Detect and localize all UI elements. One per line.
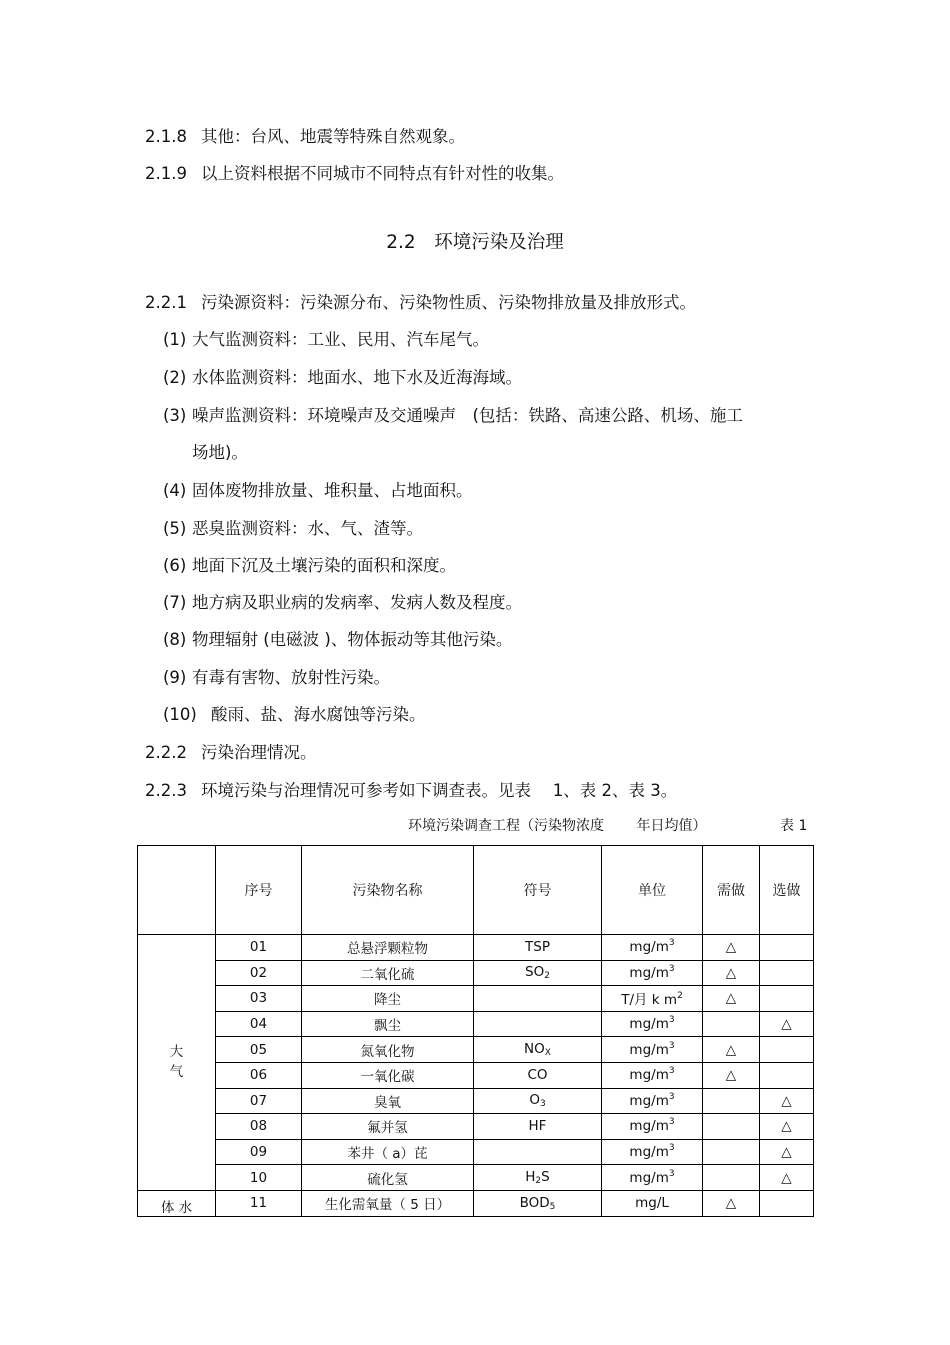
header-cell: 选做: [760, 846, 814, 935]
header-cell: 需做: [703, 846, 760, 935]
paragraph-2-2-2: [145, 742, 317, 764]
list-item: [163, 329, 489, 351]
unit-exponent: 3: [668, 1015, 675, 1026]
pollutant-name: 降尘: [302, 986, 474, 1012]
unit: [602, 1011, 703, 1037]
symbol-subscript: 3: [539, 1099, 546, 1110]
unit-exponent: 3: [668, 1168, 675, 1179]
symbol-subscript: 2: [544, 971, 550, 982]
symbol-subscript: 2: [535, 1176, 542, 1187]
unit-exponent: 3: [668, 938, 675, 949]
optional-mark: △: [760, 1139, 814, 1165]
list-item-text: 恶臭监测资料：水、气、渣等。: [192, 519, 423, 538]
pollutant-name: 氟并氢: [302, 1114, 474, 1140]
list-item: [163, 592, 522, 614]
table-row: [138, 986, 814, 1012]
paragraph-2-2-3: [145, 780, 677, 802]
unit: [602, 1139, 703, 1165]
paragraph-text: 污染治理情况。: [201, 743, 317, 762]
optional-mark: [760, 986, 814, 1012]
required-mark: △: [703, 1190, 760, 1216]
pollutant-symbol: [474, 1114, 602, 1140]
symbol-text: NO: [524, 1041, 545, 1058]
required-mark: [703, 1114, 760, 1140]
pollutant-symbol: [474, 986, 602, 1012]
unit-exponent: 2: [677, 991, 683, 1002]
section-number: 2.1.9: [145, 164, 187, 183]
row-number: 03: [216, 986, 302, 1012]
list-item-text: 水体监测资料：地面水、地下水及近海海域。: [192, 368, 522, 387]
unit-text: mg/m: [629, 1092, 669, 1109]
optional-mark: [760, 935, 814, 961]
symbol-text: H: [525, 1169, 536, 1186]
unit: [602, 960, 703, 986]
paragraph-2-1-8: [145, 126, 465, 148]
list-item: [163, 629, 512, 651]
table-row: [138, 1139, 814, 1165]
table-row: [138, 960, 814, 986]
section-number: 2.2.3: [145, 781, 187, 800]
row-number: 05: [216, 1037, 302, 1063]
section-heading-2-2: [0, 228, 950, 254]
pollutant-name: 生化需氧量（ 5 日）: [302, 1190, 474, 1216]
heading-title: 环境污染及治理: [434, 232, 564, 253]
table-number: 表 1: [780, 818, 808, 834]
group-label-char: 大: [169, 1044, 184, 1061]
row-number: 02: [216, 960, 302, 986]
unit-text: mg/m: [629, 1041, 669, 1058]
pollutant-symbol: [474, 1088, 602, 1114]
list-item: [163, 405, 743, 427]
heading-number: 2.2: [386, 232, 416, 253]
list-item-text: 有毒有害物、放射性污染。: [192, 668, 390, 687]
header-cell: 序号: [216, 846, 302, 935]
list-item-text: 固体废物排放量、堆积量、占地面积。: [192, 481, 473, 500]
optional-mark: [760, 1037, 814, 1063]
table-row: [138, 935, 814, 961]
pollutant-symbol: [474, 1165, 602, 1191]
unit-exponent: 3: [668, 1066, 675, 1077]
unit: [602, 935, 703, 961]
required-mark: [703, 1088, 760, 1114]
row-number: 01: [216, 935, 302, 961]
list-item-number: (6): [163, 556, 187, 575]
table-row: [138, 1062, 814, 1088]
pollutant-name: 臭氧: [302, 1088, 474, 1114]
unit-text: mg/m: [629, 1144, 669, 1161]
list-item-text: 大气监测资料：工业、民用、汽车尾气。: [192, 330, 489, 349]
table-caption: [408, 815, 808, 835]
list-item: [163, 555, 456, 577]
unit-text: mg/m: [629, 1169, 669, 1186]
table-row: [138, 1011, 814, 1037]
pollutant-symbol: [474, 1190, 602, 1216]
table-row: [138, 1037, 814, 1063]
unit-text: T/月 k m: [621, 992, 678, 1009]
optional-mark: △: [760, 1011, 814, 1037]
group-label-air: [138, 935, 216, 1191]
paragraph-text: 环境污染与治理情况可参考如下调查表。见表 1、表 2、表 3。: [201, 781, 678, 800]
list-item-number: (10): [163, 705, 197, 724]
unit: [602, 1190, 703, 1216]
list-item-text: 物理辐射 (电磁波 )、物体振动等其他污染。: [192, 630, 513, 649]
unit-exponent: 3: [668, 1040, 675, 1051]
pollutant-name: 氮氧化物: [302, 1037, 474, 1063]
symbol-text: BOD: [519, 1194, 550, 1211]
section-number: 2.1.8: [145, 127, 187, 146]
header-cell: 污染物名称: [302, 846, 474, 935]
header-cell: 符号: [474, 846, 602, 935]
unit: [602, 1037, 703, 1063]
table-row: [138, 1088, 814, 1114]
table-row: [138, 1165, 814, 1191]
optional-mark: △: [760, 1165, 814, 1191]
list-item: [163, 518, 423, 540]
section-number: 2.2.2: [145, 743, 187, 762]
list-item-number: (8): [163, 630, 187, 649]
table-header-row: [138, 846, 814, 935]
list-item: [163, 667, 390, 689]
unit: [602, 1165, 703, 1191]
unit-text: mg/m: [629, 1067, 669, 1084]
pollutant-symbol: [474, 1011, 602, 1037]
paragraph-2-1-9: [145, 163, 564, 185]
group-label-water: 体 水: [138, 1190, 216, 1216]
pollutant-symbol: [474, 960, 602, 986]
required-mark: △: [703, 960, 760, 986]
required-mark: [703, 1139, 760, 1165]
symbol-text: HF: [528, 1118, 547, 1135]
list-item-number: (9): [163, 668, 187, 687]
required-mark: [703, 1011, 760, 1037]
paragraph-text: 其他：台风、地震等特殊自然观象。: [201, 127, 465, 146]
table-row: [138, 1190, 814, 1216]
required-mark: △: [703, 1062, 760, 1088]
symbol-text: O: [529, 1092, 540, 1109]
header-cell: [138, 846, 216, 935]
pollutant-name: 苯井（ a）芘: [302, 1139, 474, 1165]
list-item: [163, 704, 426, 726]
list-item: [163, 367, 522, 389]
pollutant-symbol: [474, 1062, 602, 1088]
list-item-text: 地方病及职业病的发病率、发病人数及程度。: [192, 593, 522, 612]
section-number: 2.2.1: [145, 293, 187, 312]
list-item-number: (3): [163, 406, 187, 425]
optional-mark: △: [760, 1114, 814, 1140]
unit-exponent: 3: [668, 1117, 675, 1128]
unit-text: mg/m: [629, 1118, 669, 1135]
unit-text: mg/m: [629, 1016, 669, 1033]
required-mark: △: [703, 986, 760, 1012]
table-row: [138, 1114, 814, 1140]
list-item-number: (7): [163, 593, 187, 612]
list-item-number: (1): [163, 330, 187, 349]
list-item-text: 场地)。: [192, 443, 248, 462]
unit-exponent: 3: [668, 1091, 675, 1102]
pollutant-name: 总悬浮颗粒物: [302, 935, 474, 961]
pollutant-name: 飘尘: [302, 1011, 474, 1037]
optional-mark: △: [760, 1088, 814, 1114]
unit-text: mg/m: [629, 939, 669, 956]
pollutant-symbol: [474, 935, 602, 961]
list-item: [163, 480, 473, 502]
list-item-text: 噪声监测资料：环境噪声及交通噪声 (包括：铁路、高速公路、机场、施工: [192, 406, 743, 425]
table-caption-text: 环境污染调查工程（污染物浓度 年日均值）: [408, 818, 707, 834]
unit-exponent: 3: [668, 1143, 675, 1154]
unit: [602, 986, 703, 1012]
required-mark: △: [703, 1037, 760, 1063]
required-mark: [703, 1165, 760, 1191]
optional-mark: [760, 1062, 814, 1088]
unit: [602, 1088, 703, 1114]
list-item-number: (4): [163, 481, 187, 500]
symbol-text: S: [541, 1169, 550, 1186]
unit: [602, 1062, 703, 1088]
row-number: 09: [216, 1139, 302, 1165]
paragraph-2-2-1: [145, 292, 696, 314]
unit: [602, 1114, 703, 1140]
list-item-continuation: [163, 442, 248, 464]
row-number: 07: [216, 1088, 302, 1114]
pollutant-name: 硫化氢: [302, 1165, 474, 1191]
symbol-text: SO: [525, 964, 545, 981]
group-label-char: 气: [169, 1064, 184, 1081]
required-mark: △: [703, 935, 760, 961]
row-number: 10: [216, 1165, 302, 1191]
symbol-subscript: X: [544, 1048, 551, 1059]
header-cell: 单位: [602, 846, 703, 935]
list-item-number: (5): [163, 519, 187, 538]
unit-exponent: 3: [668, 963, 675, 974]
list-item-text: 酸雨、盐、海水腐蚀等污染。: [211, 705, 426, 724]
pollution-survey-table: [137, 845, 814, 1217]
list-item-number: (2): [163, 368, 187, 387]
row-number: 08: [216, 1114, 302, 1140]
row-number: 11: [216, 1190, 302, 1216]
pollutant-symbol: [474, 1037, 602, 1063]
pollutant-name: 一氧化碳: [302, 1062, 474, 1088]
pollutant-symbol: [474, 1139, 602, 1165]
optional-mark: [760, 960, 814, 986]
symbol-text: TSP: [525, 939, 550, 956]
optional-mark: [760, 1190, 814, 1216]
symbol-subscript: 5: [549, 1201, 556, 1212]
list-item-text: 地面下沉及土壤污染的面积和深度。: [192, 556, 456, 575]
unit-text: mg/L: [635, 1195, 669, 1212]
paragraph-text: 污染源资料：污染源分布、污染物性质、污染物排放量及排放形式。: [201, 293, 696, 312]
unit-text: mg/m: [629, 964, 669, 981]
row-number: 04: [216, 1011, 302, 1037]
symbol-text: CO: [527, 1067, 548, 1084]
pollutant-name: 二氧化硫: [302, 960, 474, 986]
row-number: 06: [216, 1062, 302, 1088]
paragraph-text: 以上资料根据不同城市不同特点有针对性的收集。: [201, 164, 564, 183]
